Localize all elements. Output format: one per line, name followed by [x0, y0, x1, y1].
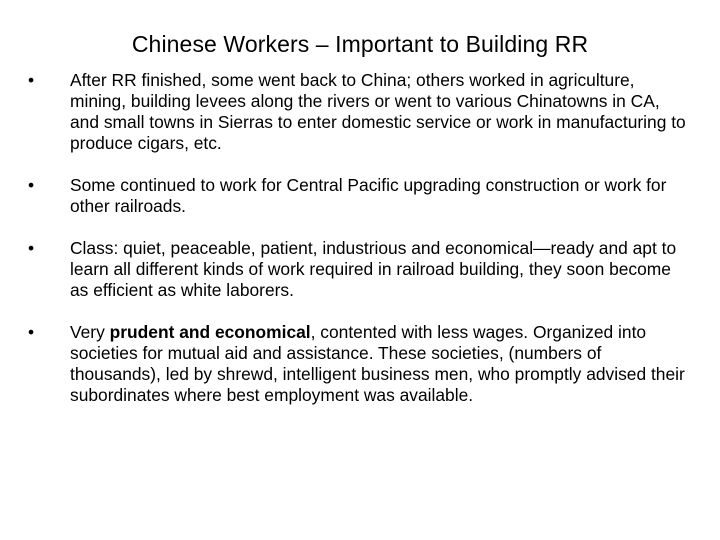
bullet-text: Class: quiet, peaceable, patient, industrious and economical—ready and apt to learn all different kinds of work required in railroad building, they soon become as efficient as white laborers.: [70, 238, 677, 300]
bullet-text-suffix: , contented with less wages. Organized into societies for mutual aid and assistance. These societies, (numbers of thousands), led by shrewd, intelligent business men, who promptly advised their subordinates where best employment was available.: [70, 322, 685, 405]
bullet-glyph: •: [28, 70, 35, 90]
bullet-list: [28, 70, 692, 427]
bullet-text: [70, 322, 685, 405]
slide-title: Chinese Workers – Important to Building RR: [131, 31, 589, 57]
bullet-text: After RR finished, some went back to China; others worked in agriculture, mining, building levees along the rivers or went to various Chinatowns in CA, and small towns in Sierras to enter domestic service or work in manufacturing to produce cigars, etc.: [70, 70, 686, 153]
bullet-item-central-pacific: [28, 175, 692, 217]
bullet-text-prefix: Very: [70, 322, 110, 342]
bullet-text: Some continued to work for Central Pacific upgrading construction or work for other railroads.: [70, 175, 667, 216]
bullet-item-after-rr: [28, 70, 692, 154]
bullet-text-emphasis: prudent and economical: [109, 322, 311, 342]
bullet-glyph: •: [28, 322, 35, 342]
bullet-glyph: •: [28, 175, 35, 195]
bullet-glyph: •: [28, 238, 35, 258]
bullet-item-prudent: [28, 322, 692, 406]
bullet-item-class: [28, 238, 692, 301]
